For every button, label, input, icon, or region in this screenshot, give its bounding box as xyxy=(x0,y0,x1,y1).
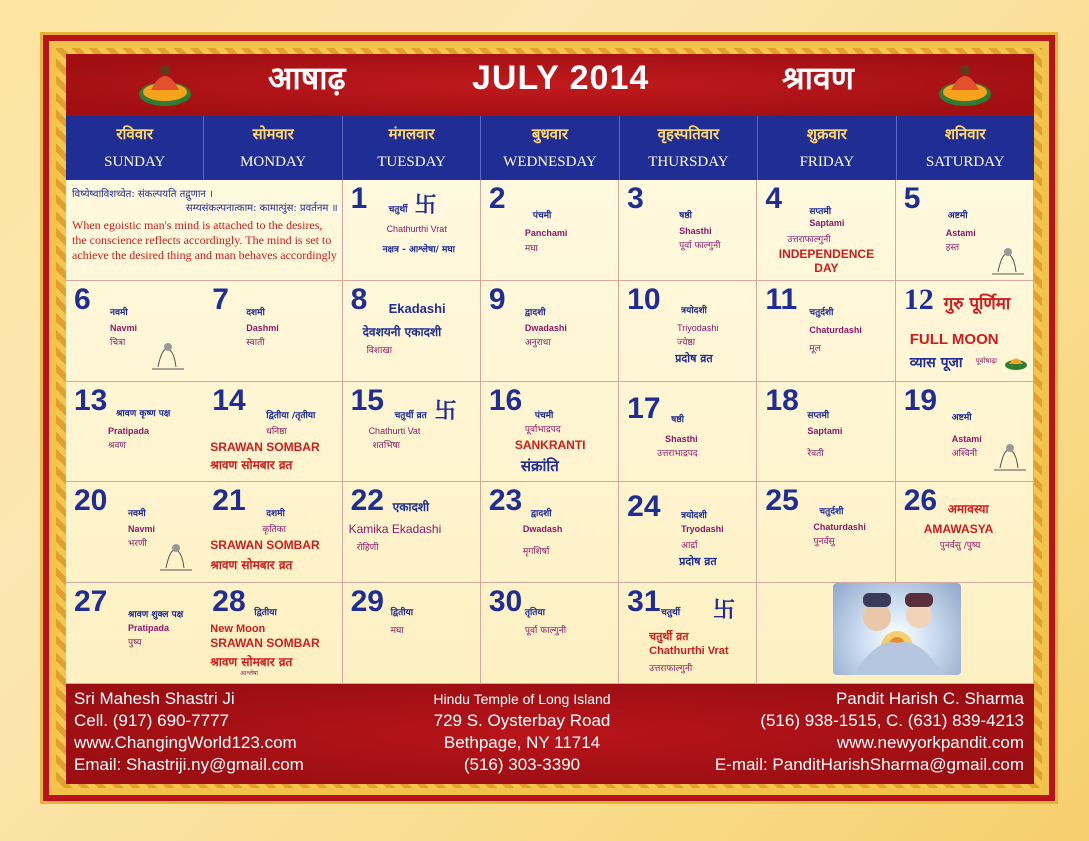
tithi-english: Navmi xyxy=(128,524,156,535)
sage-illustration-icon xyxy=(988,242,1028,278)
day-cell-5[interactable] xyxy=(896,180,1034,281)
tithi: अष्टमी xyxy=(947,211,968,221)
priest-name: Sri Mahesh Shastri Ji xyxy=(74,689,235,708)
day-number: 11 xyxy=(765,282,798,316)
day-number: 14 xyxy=(212,383,246,417)
day-cell-22[interactable] xyxy=(343,482,481,583)
day-number: 16 xyxy=(488,383,523,417)
temple-address-line-2: Bethpage, NY 11714 xyxy=(443,733,601,752)
day-number: 28 xyxy=(212,585,246,619)
tithi: तृतिया xyxy=(524,608,545,619)
event-label: प्रदोष व्रत xyxy=(675,351,713,365)
day-number: 12 xyxy=(903,282,934,316)
day-number: 9 xyxy=(488,282,506,316)
nakshatra: अश्विनी xyxy=(951,448,978,459)
hindi-month-right: श्रावण xyxy=(782,59,854,97)
quote-english: When egoistic man's mind is attached to the desires, the conscience reflects accordingly. The mind is set to achieve the desired thing and man behaves accordingly xyxy=(72,218,337,262)
temple-address-line-1: 729 S. Oysterbay Road xyxy=(433,711,611,730)
event-label: Chathurthi Vrat xyxy=(649,645,729,658)
weekday-wednesday: बुधवार WEDNESDAY xyxy=(481,116,619,180)
day-cell-12[interactable] xyxy=(896,281,1034,382)
day-cell-28[interactable] xyxy=(204,583,342,684)
day-number: 21 xyxy=(212,484,246,518)
tithi-english: Chathurti Vat xyxy=(368,425,421,436)
tithi-english: Pratipada xyxy=(128,623,170,634)
swastika-icon: 卐 xyxy=(434,397,457,423)
day-number: 25 xyxy=(765,484,799,518)
tithi-english: Panchami xyxy=(524,228,568,238)
nakshatra: धनिष्ठा xyxy=(266,426,287,437)
calendar-grid xyxy=(66,180,1034,684)
tithi: एकादशी xyxy=(392,500,430,515)
day-number: 10 xyxy=(627,282,661,316)
tithi: नवमी xyxy=(128,509,146,520)
priest-email-link[interactable]: Email: Shastriji.ny@gmail.com xyxy=(74,755,304,774)
tithi: त्रयोदशी xyxy=(681,511,707,522)
day-cell-4[interactable] xyxy=(757,180,895,281)
lord-shiva-picture-icon xyxy=(833,583,961,675)
tithi: चतुर्दशी xyxy=(819,507,844,518)
page-title: JULY 2014 xyxy=(472,59,650,97)
tithi: त्रयोदशी xyxy=(681,305,707,316)
sage-illustration-icon xyxy=(990,438,1030,474)
nakshatra: नक्षत्र - आश्लेषा/ मघा xyxy=(382,245,455,255)
event-label: प्रदोष व्रत xyxy=(679,555,717,569)
tithi-english: Dwadashi xyxy=(524,322,567,333)
event-label-2: व्यास पूजा xyxy=(909,354,963,371)
nakshatra: शतभिषा xyxy=(372,440,401,451)
nakshatra: पुनर्वसु xyxy=(813,537,835,548)
tithi: द्वादशी xyxy=(524,307,546,318)
tithi-english: Chaturdashi xyxy=(813,522,866,533)
tithi-english: Saptami xyxy=(809,218,845,228)
day-number: 27 xyxy=(74,585,108,619)
day-number: 13 xyxy=(74,383,108,417)
tithi-english: Triyodashi xyxy=(677,322,719,333)
day-cell-26[interactable] xyxy=(896,482,1034,583)
tithi-english: Dwadash xyxy=(522,524,563,535)
day-cell-3[interactable] xyxy=(619,180,757,281)
tithi-english: Shasthi xyxy=(665,433,698,444)
event-label: देवशयनी एकादशी xyxy=(362,324,442,339)
tithi: श्रावण कृष्ण पक्ष xyxy=(116,408,171,419)
tithi: पंचमी xyxy=(534,410,554,421)
event-label: SRAWAN SOMBAR xyxy=(210,538,320,553)
hindi-month-left: आषाढ़ xyxy=(268,59,346,97)
pandit-email-link[interactable]: E-mail: PanditHarishSharma@gmail.com xyxy=(714,755,1024,774)
swastika-icon: 卐 xyxy=(414,192,437,217)
kalash-icon xyxy=(936,60,994,110)
event-label-2: श्रावण सोमबार व्रत xyxy=(210,457,293,472)
pandit-website-link[interactable]: www.newyorkpandit.com xyxy=(836,733,1024,752)
priest-phone: Cell. (917) 690-7777 xyxy=(74,711,229,730)
quote-sanskrit-1: विष्येष्वाविशच्वेत: संकल्पयति तद्गुणान । xyxy=(72,189,213,200)
pandit-name: Pandit Harish C. Sharma xyxy=(835,689,1024,708)
calendar-header xyxy=(66,54,1034,116)
event-label: INDEPENDENCE DAY xyxy=(778,247,875,275)
day-cell-23[interactable] xyxy=(481,482,619,583)
nakshatra: स्वाती xyxy=(246,337,265,348)
day-cell-20[interactable] xyxy=(66,482,204,583)
day-cell-13[interactable] xyxy=(66,382,204,483)
nakshatra: अनुराधा xyxy=(524,337,551,348)
day-cell-1[interactable] xyxy=(343,180,481,281)
day-number: 5 xyxy=(903,182,921,215)
tithi-english: Pratipada xyxy=(108,425,150,436)
nakshatra: मृगशिर्षा xyxy=(522,547,550,558)
nakshatra: उत्तराफाल्गुनी xyxy=(649,664,693,675)
tithi-english: Astami xyxy=(945,228,976,238)
nakshatra: आर्द्रा xyxy=(681,541,698,552)
tithi: द्वितीया xyxy=(390,608,414,619)
tithi: द्वितीया xyxy=(254,608,277,619)
tithi-english: Ekadashi xyxy=(388,300,446,316)
day-cell-24[interactable] xyxy=(619,482,757,583)
tithi: सप्तमी xyxy=(807,410,830,421)
sage-illustration-icon xyxy=(156,538,196,574)
day-cell-25[interactable] xyxy=(757,482,895,583)
tithi: पंचमी xyxy=(532,211,552,221)
tithi-english: Dashmi xyxy=(246,322,279,333)
swastika-icon: 卐 xyxy=(713,597,736,623)
tithi: दशमी xyxy=(246,307,265,318)
calendar-quote-cell xyxy=(66,180,343,281)
weekday-header xyxy=(66,116,1034,180)
tithi: नवमी xyxy=(110,307,128,318)
tithi-english: Shasthi xyxy=(679,226,712,236)
tithi: दशमी xyxy=(266,509,285,520)
nakshatra: पूर्वा फाल्गुनी xyxy=(679,241,721,251)
day-cell-17[interactable] xyxy=(619,382,757,483)
deity-picture-cell xyxy=(757,583,1034,684)
nakshatra: पुष्य xyxy=(128,638,142,649)
day-number: 18 xyxy=(765,383,799,417)
tithi-english: Navmi xyxy=(110,322,138,333)
day-number: 31 xyxy=(627,585,661,619)
temple-name: Hindu Temple of Long Island xyxy=(433,691,611,707)
tithi-english: Astami xyxy=(951,433,982,444)
pandit-phone: (516) 938-1515, C. (631) 839-4213 xyxy=(760,711,1024,730)
tithi: चतुर्थी xyxy=(388,205,408,215)
event-label: SANKRANTI xyxy=(514,437,586,452)
nakshatra: मघा xyxy=(390,626,404,637)
day-cell-19[interactable] xyxy=(896,382,1034,483)
day-cell-31[interactable] xyxy=(619,583,757,684)
footer-right xyxy=(715,688,1024,776)
kalash-icon xyxy=(1004,353,1028,371)
tithi: गुरु पूर्णिमा xyxy=(943,293,1011,314)
weekday-saturday: शनिवार SATURDAY xyxy=(925,125,1005,170)
nakshatra: पूर्वाषाढ़ा xyxy=(975,356,997,365)
weekday-friday: शुक्रवार FRIDAY xyxy=(758,116,896,180)
tithi: षष्ठी xyxy=(679,211,692,221)
event-label: SRAWAN SOMBAR xyxy=(210,439,320,454)
day-cell-10[interactable] xyxy=(619,281,757,382)
weekday-thursday: वृहस्पतिवार THURSDAY xyxy=(620,116,758,180)
nakshatra: रेवती xyxy=(807,448,824,459)
tithi: अमावस्या xyxy=(947,502,989,517)
nakshatra: आश्लेषा xyxy=(240,670,258,678)
nakshatra: मूल xyxy=(809,343,821,354)
day-number: 8 xyxy=(350,282,368,316)
day-cell-15[interactable] xyxy=(343,382,481,483)
tithi: चतुर्थी xyxy=(661,608,681,619)
day-number: 20 xyxy=(74,484,108,518)
day-number: 22 xyxy=(350,484,384,518)
event-label-2: श्रावण सोमबार व्रत xyxy=(210,655,293,670)
nakshatra: पूर्वा फाल्गुनी xyxy=(524,626,567,637)
tithi-english: Chaturdashi xyxy=(809,324,862,335)
tithi: द्वादशी xyxy=(530,509,552,520)
day-number: 17 xyxy=(627,391,661,425)
nakshatra: भरणी xyxy=(128,539,147,550)
day-cell-9[interactable] xyxy=(481,281,619,382)
tithi: चतुर्थी व्रत xyxy=(394,410,427,421)
day-number: 1 xyxy=(350,182,368,215)
day-number: 19 xyxy=(903,383,938,417)
event-label-0: New Moon xyxy=(210,623,266,636)
nakshatra: उत्तराफाल्गुनी xyxy=(787,235,831,245)
deity-picture xyxy=(833,583,961,675)
day-number: 29 xyxy=(350,585,384,619)
tithi-english: Tryodashi xyxy=(681,524,724,535)
tithi: श्रावण शुक्ल पक्ष xyxy=(128,610,184,621)
weekday-monday: सोमवार MONDAY xyxy=(204,116,342,180)
day-cell-2[interactable] xyxy=(481,180,619,281)
contact-footer xyxy=(66,684,1034,784)
day-number: 4 xyxy=(765,182,783,215)
day-cell-11[interactable] xyxy=(757,281,895,382)
nakshatra: कृतिका xyxy=(262,525,286,536)
quote xyxy=(72,186,338,263)
day-cell-16[interactable] xyxy=(481,382,619,483)
nakshatra: श्रवण xyxy=(108,440,126,451)
day-cell-18[interactable] xyxy=(757,382,895,483)
nakshatra: चित्रा xyxy=(110,337,126,348)
event-label-2: श्रावण सोमबार व्रत xyxy=(210,558,293,573)
event-label-2: चतुर्थी व्रत xyxy=(649,630,689,644)
nakshatra: मघा xyxy=(524,244,538,254)
day-number: 26 xyxy=(903,484,938,518)
weekday-sunday: रविवार SUNDAY xyxy=(66,116,204,180)
tithi: चतुर्दशी xyxy=(809,307,834,318)
day-number: 15 xyxy=(350,383,384,417)
priest-website-link[interactable]: www.ChangingWorld123.com xyxy=(74,733,297,752)
tithi: अष्टमी xyxy=(951,412,972,423)
nakshatra: रोहिणी xyxy=(356,543,379,554)
nakshatra: पूर्वाभाद्रपद xyxy=(524,424,561,435)
tithi: द्वितीया /तृतीया xyxy=(266,410,316,421)
nakshatra: हस्त xyxy=(945,243,960,253)
event-label-2: संक्रांति xyxy=(520,456,559,475)
day-number: 24 xyxy=(627,490,661,524)
day-cell-14[interactable] xyxy=(204,382,342,483)
nakshatra: ज्येष्ठा xyxy=(677,337,696,348)
nakshatra: पुनर्वसु /पुष्य xyxy=(939,541,981,552)
kalash-icon xyxy=(136,60,194,110)
day-cell-7[interactable] xyxy=(204,281,342,382)
nakshatra: उत्तराभाद्रपद xyxy=(657,448,698,459)
temple-phone: (516) 303-3390 xyxy=(463,755,581,774)
footer-center xyxy=(422,688,622,776)
tithi-english: Saptami xyxy=(807,425,843,436)
event-label: SRAWAN SOMBAR xyxy=(210,636,320,651)
day-number: 7 xyxy=(212,282,229,316)
tithi-english: Kamika Ekadashi xyxy=(348,522,442,537)
day-cell-21[interactable] xyxy=(204,482,342,583)
footer-left xyxy=(74,688,304,776)
tithi-english: AMAWASYA xyxy=(923,522,994,537)
sage-illustration-icon xyxy=(148,337,188,373)
tithi-english: Chathurthi Vrat xyxy=(386,224,447,234)
weekday-tuesday: मंगलवार TUESDAY xyxy=(343,116,481,180)
day-cell-6[interactable] xyxy=(66,281,204,382)
tithi: षष्ठी xyxy=(671,414,684,425)
nakshatra: विशाखा xyxy=(366,345,393,356)
day-number: 30 xyxy=(488,585,523,619)
quote-sanskrit-2: सम्यसंकल्पनात्काम: कामात्पुंस: प्रवर्तनम ॥ xyxy=(185,203,338,214)
day-number: 6 xyxy=(74,282,91,316)
day-number: 23 xyxy=(488,484,523,518)
day-cell-27[interactable] xyxy=(66,583,204,684)
event-label: FULL MOON xyxy=(909,330,999,348)
day-cell-30[interactable] xyxy=(481,583,619,684)
day-number: 3 xyxy=(627,182,644,215)
day-cell-29[interactable] xyxy=(343,583,481,684)
day-cell-8[interactable] xyxy=(343,281,481,382)
tithi: सप्तमी xyxy=(809,207,832,217)
day-number: 2 xyxy=(488,182,506,215)
